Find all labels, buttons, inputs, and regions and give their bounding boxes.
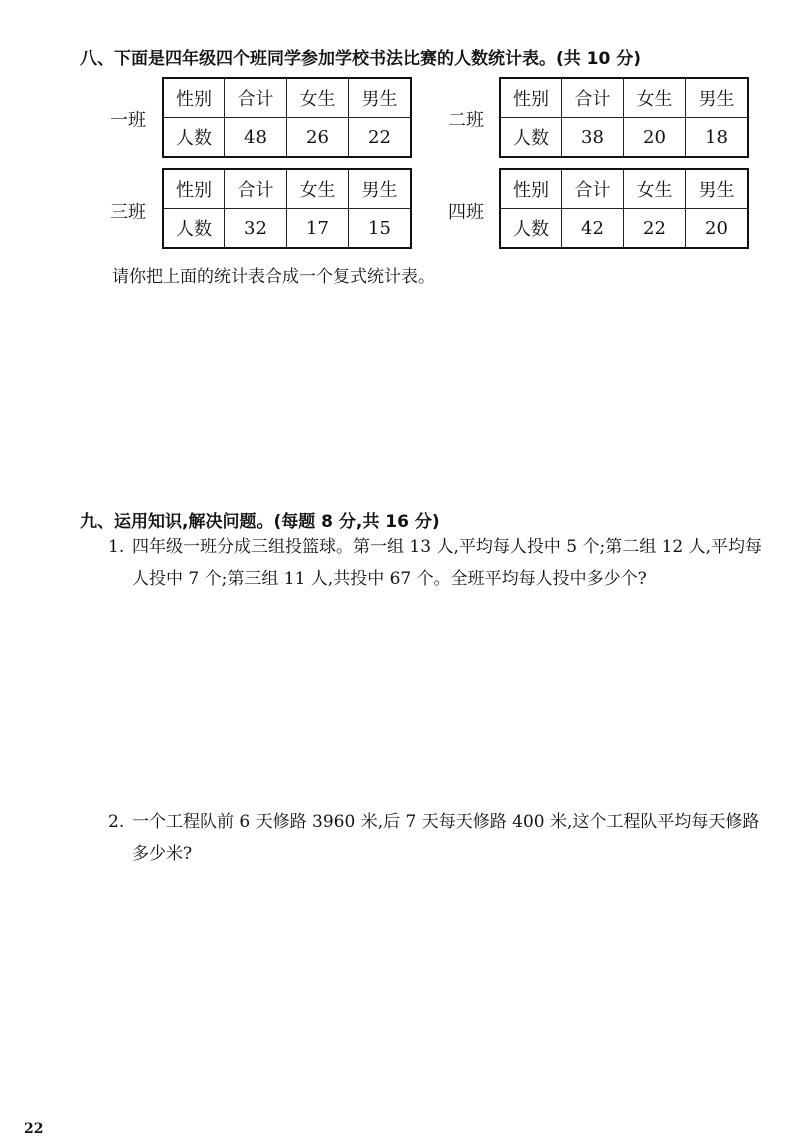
cell-boys: 20 [686, 209, 749, 249]
cell-girls: 17 [287, 209, 349, 249]
problem-text: 一个工程队前 6 天修路 3960 米,后 7 天每天修路 400 米,这个工程队平均每天修路多少米? [132, 812, 760, 864]
problem-number: 1. [108, 537, 125, 557]
class-1-table [162, 77, 412, 158]
cell-total: 48 [225, 118, 287, 158]
class-4-label: 四班 [448, 202, 484, 223]
count-label: 人数 [500, 209, 562, 249]
class-2-label: 二班 [448, 110, 484, 131]
header-label: 性别 [500, 169, 562, 209]
section-9-title: 九、运用知识,解决问题。(每题 8 分,共 16 分) [80, 512, 440, 532]
count-label: 人数 [163, 209, 225, 249]
header-label: 性别 [163, 78, 225, 118]
header-label: 性别 [500, 78, 562, 118]
cell-total: 32 [225, 209, 287, 249]
column-girls: 女生 [287, 169, 349, 209]
column-total: 合计 [225, 78, 287, 118]
cell-girls: 26 [287, 118, 349, 158]
section-8-instruction: 请你把上面的统计表合成一个复式统计表。 [112, 267, 435, 287]
column-boys: 男生 [349, 169, 412, 209]
cell-girls: 22 [624, 209, 686, 249]
cell-girls: 20 [624, 118, 686, 158]
class-4-table [499, 168, 749, 249]
count-label: 人数 [500, 118, 562, 158]
class-2-table [499, 77, 749, 158]
cell-total: 38 [562, 118, 624, 158]
column-boys: 男生 [686, 169, 749, 209]
column-total: 合计 [562, 78, 624, 118]
cell-total: 42 [562, 209, 624, 249]
header-label: 性别 [163, 169, 225, 209]
cell-boys: 22 [349, 118, 412, 158]
column-total: 合计 [562, 169, 624, 209]
cell-boys: 18 [686, 118, 749, 158]
count-label: 人数 [163, 118, 225, 158]
class-1-label: 一班 [110, 110, 146, 131]
problem-text: 四年级一班分成三组投篮球。第一组 13 人,平均每人投中 5 个;第二组 12 人,平均每人投中 7 个;第三组 11 人,共投中 67 个。全班平均每人投中多少个? [132, 537, 763, 589]
column-boys: 男生 [686, 78, 749, 118]
column-girls: 女生 [624, 78, 686, 118]
page-number: 22 [24, 1121, 44, 1137]
section-8-title: 八、下面是四年级四个班同学参加学校书法比赛的人数统计表。(共 10 分) [80, 49, 642, 69]
column-boys: 男生 [349, 78, 412, 118]
class-3-label: 三班 [110, 202, 146, 223]
cell-boys: 15 [349, 209, 412, 249]
column-total: 合计 [225, 169, 287, 209]
problem-2 [108, 806, 778, 876]
column-girls: 女生 [624, 169, 686, 209]
problem-number: 2. [108, 812, 125, 832]
class-3-table [162, 168, 412, 249]
column-girls: 女生 [287, 78, 349, 118]
problem-1 [108, 531, 778, 631]
